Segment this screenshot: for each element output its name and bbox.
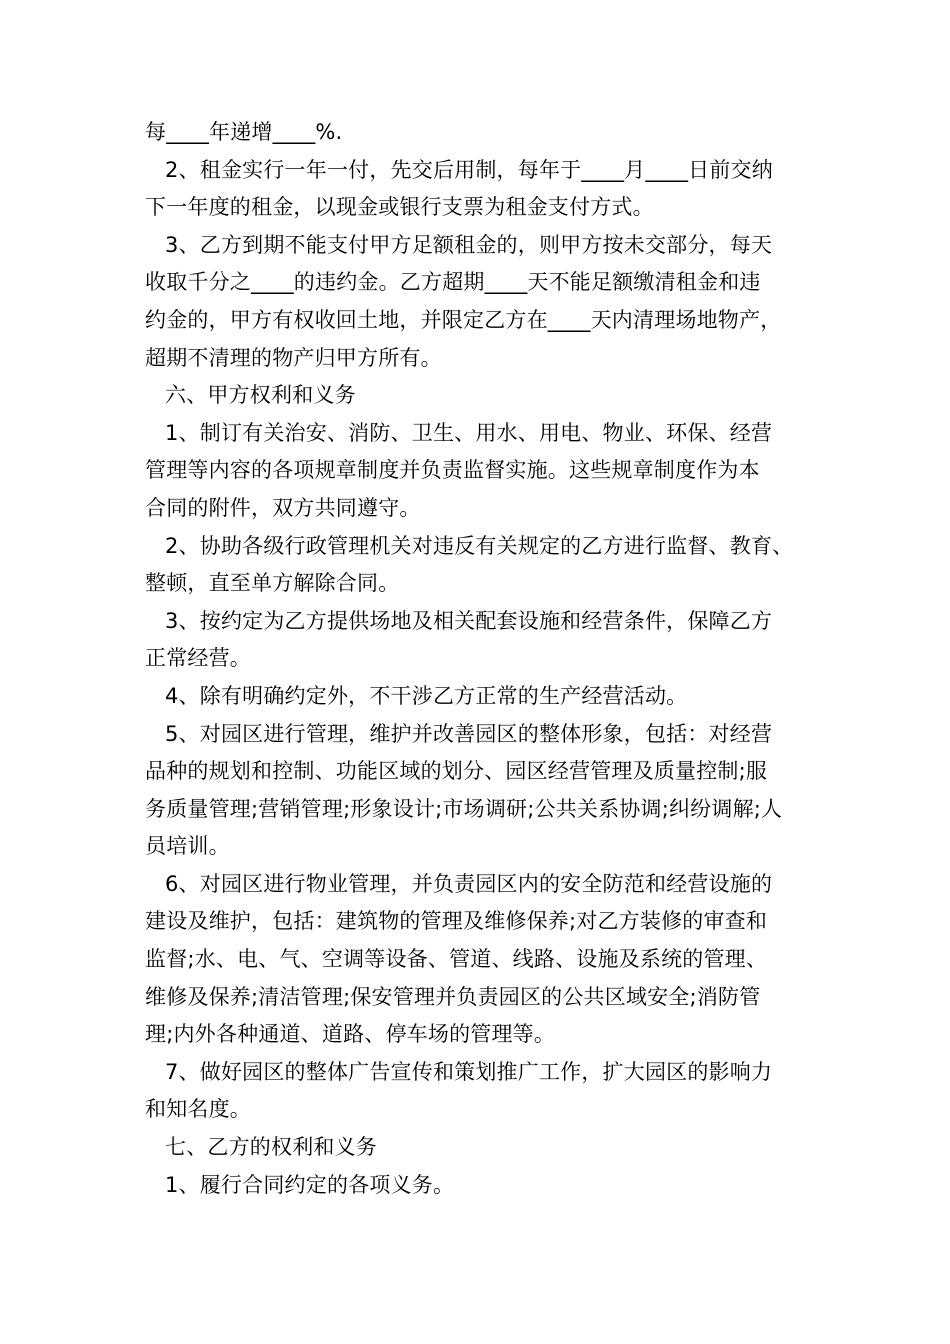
text-line: 4、除有明确约定外，不干涉乙方正常的生产经营活动。	[165, 683, 688, 708]
text-line: 管理等内容的各项规章制度并负责监督实施。这些规章制度作为本	[145, 458, 760, 483]
text-line: 每____年递增____%.	[145, 120, 343, 144]
text-line: 品种的规划和控制、功能区域的划分、园区经营管理及质量控制;服	[145, 759, 768, 784]
text-line: 监督;水、电、气、空调等设备、管道、线路、设施及系统的管理、	[145, 947, 768, 972]
text-line: 2、租金实行一年一付，先交后用制，每年于____月____日前交纳	[165, 157, 773, 182]
text-line: 员培训。	[145, 834, 230, 859]
text-line: 理;内外各种通道、道路、停车场的管理等。	[145, 1022, 556, 1047]
text-line: 6、对园区进行物业管理，并负责园区内的安全防范和经营设施的	[165, 871, 773, 896]
text-line: 2、协助各级行政管理机关对违反有关规定的乙方进行监督、教育、	[165, 533, 794, 558]
text-line: 3、按约定为乙方提供场地及相关配套设施和经营条件，保障乙方	[165, 608, 773, 633]
text-line: 正常经营。	[145, 646, 251, 671]
text-line: 5、对园区进行管理，维护并改善园区的整体形象，包括：对经营	[165, 721, 773, 746]
text-line: 1、履行合同约定的各项义务。	[165, 1172, 455, 1197]
text-line: 整顿，直至单方解除合同。	[145, 571, 400, 596]
text-line: 务质量管理;营销管理;形象设计;市场调研;公共关系协调;纠纷调解;人	[145, 796, 783, 821]
text-line: 合同的附件，双方共同遵守。	[145, 495, 421, 520]
text-line: 和知名度。	[145, 1097, 251, 1122]
text-line: 1、制订有关治安、消防、卫生、用水、用电、物业、环保、经营	[165, 420, 773, 445]
text-line: 3、乙方到期不能支付甲方足额租金的，则甲方按未交部分，每天	[165, 232, 773, 257]
section-heading: 七、乙方的权利和义务	[165, 1135, 377, 1160]
text-line: 约金的，甲方有权收回土地，并限定乙方在____天内清理场地物产，	[145, 307, 782, 332]
document-body	[145, 114, 815, 1204]
text-line: 收取千分之____的违约金。乙方超期____天不能足额缴清租金和违	[145, 270, 761, 295]
section-heading: 六、甲方权利和义务	[165, 383, 356, 408]
text-line: 维修及保养;清洁管理;保安管理并负责园区的公共区域安全;消防管	[145, 984, 761, 1009]
text-line: 超期不清理的物产归甲方所有。	[145, 345, 442, 370]
text-line: 下一年度的租金，以现金或银行支票为租金支付方式。	[145, 195, 654, 220]
text-line: 建设及维护，包括：建筑物的管理及维修保养;对乙方装修的审查和	[145, 909, 768, 934]
text-line: 7、做好园区的整体广告宣传和策划推广工作，扩大园区的影响力	[165, 1059, 773, 1084]
